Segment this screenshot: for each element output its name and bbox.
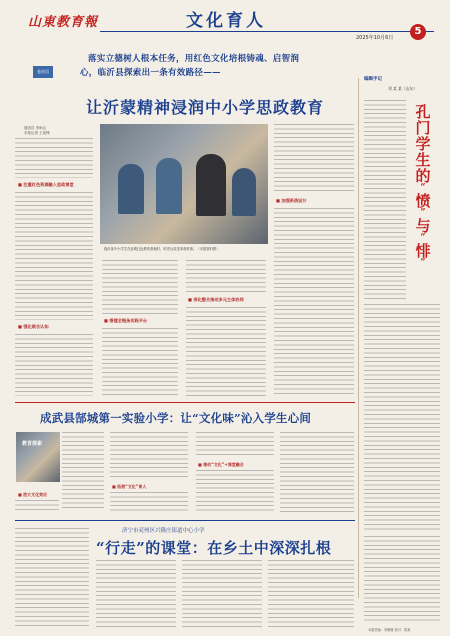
page-footer: 本版责编：李姗姗 校对：陈某 <box>368 628 411 632</box>
column-vertical-title: 孔 门 学 生 的 “ 愤 ” 与 “ 悱 ” <box>415 103 431 268</box>
story3-col4-text <box>268 560 354 628</box>
header-rule <box>100 31 434 32</box>
story1-col3-text <box>186 260 266 294</box>
story1-col2-text-b <box>102 328 178 396</box>
story2-col1-text-b <box>15 500 59 512</box>
story2-photo-label: 教育探索 <box>22 441 43 447</box>
intro-line-2: 心，临沂县探索出一条有效路径—— <box>80 68 221 78</box>
story2-col3-text <box>196 432 274 458</box>
page-number-badge <box>410 24 426 40</box>
story2-subhead-1: ■ 放大文化效应 <box>18 492 48 497</box>
story3-col2-text <box>96 560 176 628</box>
story2-subhead-3: ■ 推动“文化”+课堂融合 <box>198 462 244 467</box>
intro-seal: 卷首语 <box>33 66 53 78</box>
story3-col1-text <box>15 528 89 628</box>
story1-subhead-3: ■ 深化整合推动多元主体协同 <box>188 297 244 302</box>
story2-col2-text-b <box>110 492 188 512</box>
story2-rule <box>15 402 355 403</box>
column-label: 编辑手记 <box>364 77 382 82</box>
story1-subhead-2: ■ 搭建全链条实践平台 <box>104 318 148 323</box>
column-text-b <box>364 304 440 532</box>
story1-col1-text <box>15 138 93 178</box>
story1-col3-text-b <box>186 307 266 396</box>
page-number: 5 <box>414 26 422 37</box>
issue-date: 2025年10月6日 <box>356 35 394 41</box>
masthead-logo: 山東教育報 <box>28 15 99 30</box>
intro-line-1: 落实立德树人根本任务，用红色文化培根铸魂、启智润 <box>88 54 300 64</box>
story1-col1-text-b <box>15 192 93 320</box>
story2-col3-text-b <box>196 470 274 512</box>
story3-kicker: 济宁市兖州区兴隆庄街道中心小学 <box>122 528 205 534</box>
story1-photo-caption: 临沂某中小学生在参观红色教育基地时，听老兵讲述革命故事。（本报资料图） <box>104 247 220 251</box>
story2-subhead-2: ■ 拓展“文化”育人 <box>112 484 147 489</box>
story3-col5-text <box>364 536 440 622</box>
masthead <box>0 0 450 44</box>
story1-col4-text <box>274 124 354 194</box>
headline-2: 成武县郜城第一实验小学：让“文化味”沁入学生心间 <box>40 411 312 425</box>
column-author: 刘 某 某（山东） <box>388 86 417 91</box>
story1-subhead-5: ■ 强化联合认知 <box>18 324 49 329</box>
story1-subhead-1: ■ 注重红色资源融入思政课堂 <box>18 182 74 187</box>
byline-1: 通讯员 李雨山 本报记者 王延锋 <box>24 126 50 135</box>
headline-1: 让沂蒙精神浸润中小学思政教育 <box>86 98 325 117</box>
story2-col2-text <box>110 432 188 480</box>
column-divider <box>358 78 359 598</box>
story1-subhead-4: ■ 加强系统设计 <box>276 198 307 203</box>
column-text-a <box>364 100 406 300</box>
story3-col3-text <box>182 560 262 628</box>
story1-col2-text <box>102 260 178 314</box>
story1-col1-text-c <box>15 334 93 396</box>
story3-rule <box>15 520 355 521</box>
story1-photo <box>100 124 268 244</box>
photo-figure <box>232 168 256 216</box>
photo-figure <box>196 154 226 216</box>
photo-figure <box>118 164 144 214</box>
headline-3: “行走”的课堂：在乡土中深深扎根 <box>96 539 332 557</box>
story2-col1-text <box>62 432 104 510</box>
section-title: 文化育人 <box>186 11 266 31</box>
photo-figure <box>156 158 182 214</box>
story2-col4-text <box>280 432 354 512</box>
story1-col4-text-b <box>274 208 354 396</box>
